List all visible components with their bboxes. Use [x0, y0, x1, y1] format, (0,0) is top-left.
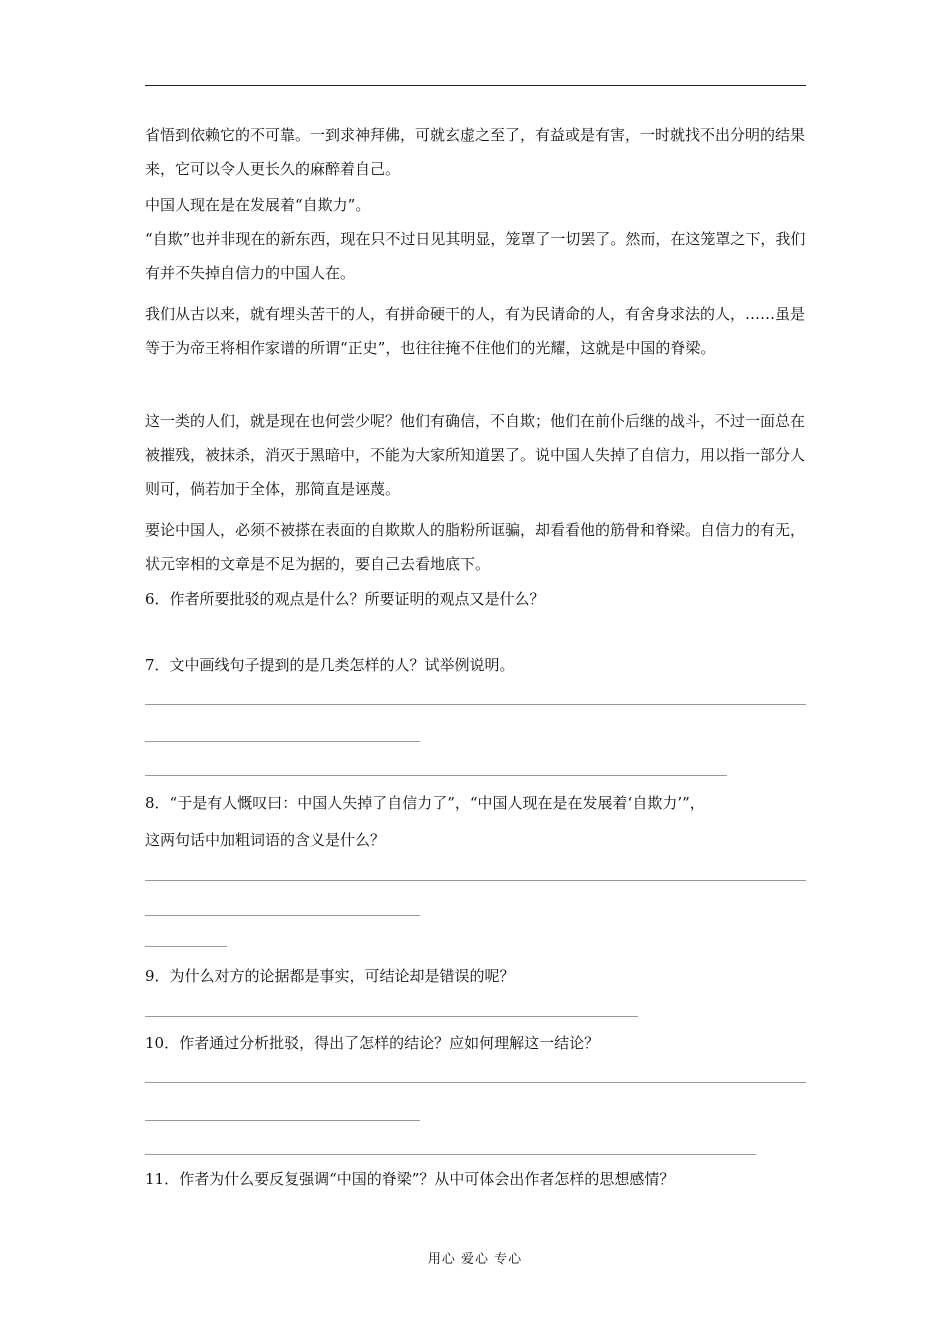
paragraph-4: 我们从古以来，就有埋头苦干的人，有拼命硬干的人，有为民请命的人，有舍身求法的人，……虽是等于为帝王将相作家谱的所谓“正史”，也往往掩不住他们的光耀，这就是中国的脊梁。 [145, 305, 806, 357]
question-9: 9．为什么对方的论据都是事实，可结论却是错误的呢？ [145, 967, 515, 985]
paragraph-2: 中国人现在是在发展着“自欺力”。 [145, 196, 371, 214]
answer-line[interactable] [145, 775, 727, 776]
answer-line[interactable] [145, 1082, 806, 1083]
question-7: 7．文中画线句子提到的是几类怎样的人？试举例说明。 [145, 656, 515, 674]
answer-line[interactable] [145, 915, 420, 916]
answer-line[interactable] [145, 741, 420, 742]
paragraph-6: 要论中国人，必须不被搽在表面的自欺欺人的脂粉所诓骗，却看看他的筋骨和脊梁。自信力的有无，状元宰相的文章是不足为据的，要自己去看地底下。 [145, 521, 806, 573]
question-10: 10．作者通过分析批驳，得出了怎样的结论？应如何理解这一结论？ [145, 1034, 600, 1052]
header-rule [145, 85, 806, 86]
question-11: 11．作者为什么要反复强调“中国的脊梁”？从中可体会出作者怎样的思想感情？ [145, 1170, 675, 1188]
question-8: 8．“于是有人慨叹曰：中国人失掉了自信力了”，“中国人现在是在发展着‘自欺力’”， [145, 794, 705, 812]
answer-line[interactable] [145, 946, 227, 947]
answer-line[interactable] [145, 1154, 756, 1155]
answer-line[interactable] [145, 1120, 420, 1121]
answer-line[interactable] [145, 1016, 638, 1017]
page-footer: 用心 爱心 专心 [427, 1252, 523, 1267]
answer-line[interactable] [145, 704, 806, 705]
answer-line[interactable] [145, 880, 806, 881]
paragraph-5: 这一类的人们，就是现在也何尝少呢？他们有确信，不自欺；他们在前仆后继的战斗，不过一面总在被摧残，被抹杀，消灭于黑暗中，不能为大家所知道罢了。说中国人失掉了自信力，用以指一部分人则可，倘若加于全体，那简直是诬蔑。 [145, 412, 806, 498]
paragraph-3: “自欺”也并非现在的新东西，现在只不过日见其明显，笼罩了一切罢了。然而，在这笼罩之下，我们有并不失掉自信力的中国人在。 [145, 230, 806, 282]
question-8-continued: 这两句话中加粗词语的含义是什么？ [145, 831, 386, 849]
paragraph-1: 省悟到依赖它的不可靠。一到求神拜佛，可就玄虚之至了，有益或是有害，一时就找不出分明的结果来，它可以令人更长久的麻醉着自己。 [145, 126, 806, 178]
question-6: 6．作者所要批驳的观点是什么？所要证明的观点又是什么？ [145, 590, 545, 608]
